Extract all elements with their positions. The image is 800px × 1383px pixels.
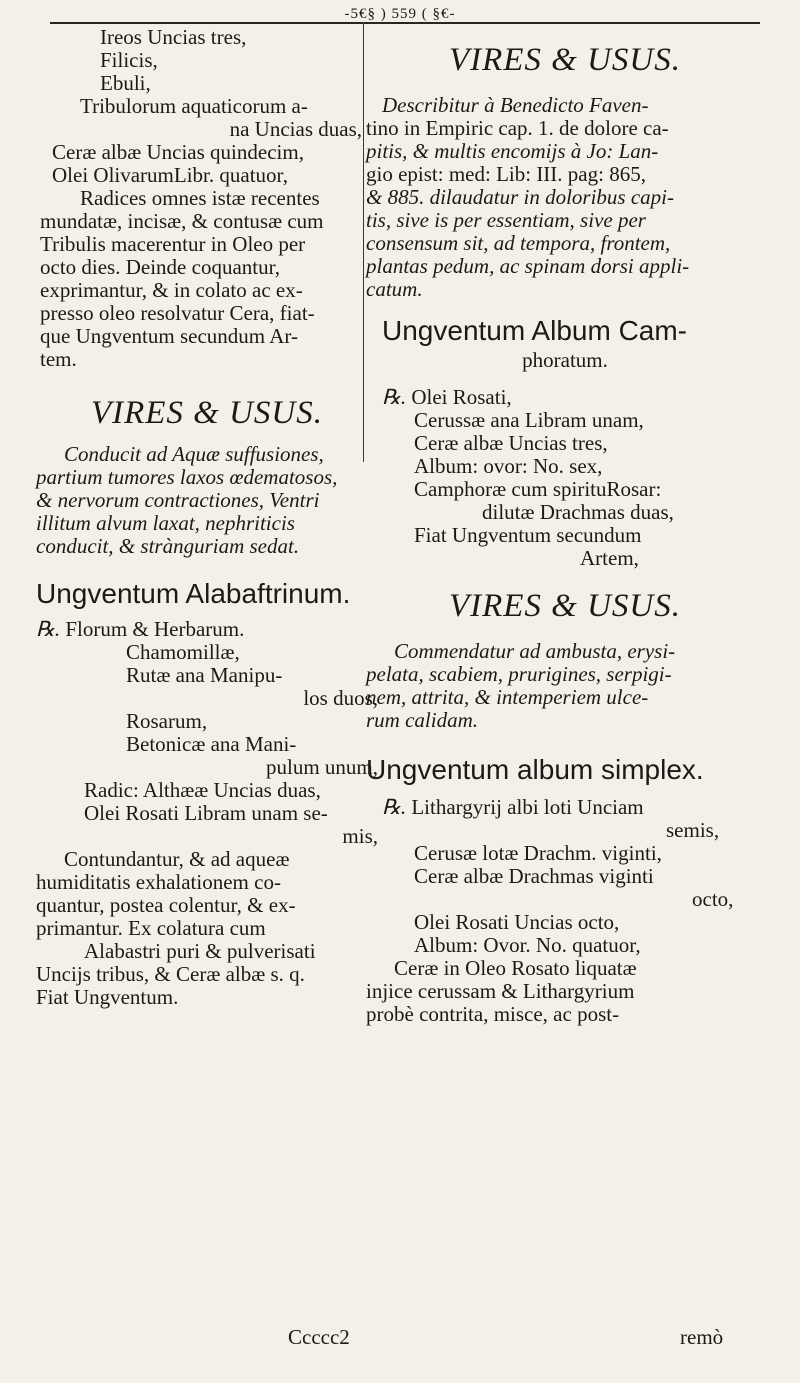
text-line: presso oleo resolvatur Cera, fiat- <box>40 301 315 325</box>
vires-usus-heading: VIRES & USUS. <box>448 42 682 78</box>
recipe-symbol: ℞. <box>382 385 407 409</box>
unguent-subtitle: phoratum. <box>522 348 608 372</box>
text-line: probè contrita, misce, ac post- <box>366 1002 620 1026</box>
unguent-title: Ungventum album simplex. <box>366 754 704 785</box>
text-line: & 885. dilaudatur in doloribus capi- <box>366 185 675 209</box>
text-line: Camphoræ cum spirituRosar: <box>414 477 662 501</box>
recipe <box>36 617 378 1009</box>
vires-usus-text <box>36 443 362 558</box>
text-line: pelata, scabiem, prurigines, serpigi- <box>366 662 672 686</box>
text-line: Betonicæ ana Mani- <box>126 732 297 756</box>
vires-usus-heading: VIRES & USUS. <box>448 588 682 624</box>
text-line: Describitur à Benedicto Faven- <box>382 93 649 117</box>
vires-usus-text <box>366 94 764 301</box>
text-line: Album: Ovor. No. quatuor, <box>414 933 641 957</box>
text-line: que Ungventum secundum Ar- <box>40 324 298 348</box>
unguent-heading <box>366 315 764 372</box>
text-line: partium tumores laxos œdematosos, <box>36 465 338 489</box>
text-line: Tribulorum aquaticorum a- <box>80 94 308 118</box>
unguent-title: Ungventum Alabaftrinum. <box>36 578 351 609</box>
text-line: Radices omnes istæ recentes <box>80 186 320 210</box>
text-line: quantur, postea colentur, & ex- <box>36 893 296 917</box>
text-line: octo dies. Deinde coquantur, <box>40 255 281 279</box>
page-number: -5€§ ) 559 ( §€- <box>344 6 456 22</box>
text-line: conducit, & strànguriam sedat. <box>36 534 300 558</box>
text-line: Cerussæ ana Libram unam, <box>414 408 644 432</box>
text-line: Chamomillæ, <box>126 640 240 664</box>
text-line: Olei Rosati Uncias octo, <box>414 910 620 934</box>
text-line: pitis, & multis encomijs à Jo: Lan- <box>366 139 659 163</box>
text-line: Olei Rosati Libram unam se- <box>84 801 328 825</box>
text-line: Cerusæ lotæ Drachm. viginti, <box>414 841 662 865</box>
right-column <box>366 26 764 1026</box>
text-line: Tribulis macerentur in Oleo per <box>40 232 306 256</box>
text-line: Florum & Herbarum. <box>65 617 245 641</box>
text-line: injice cerussam & Lithargyrium <box>366 979 635 1003</box>
text-line: rum calidam. <box>366 708 478 732</box>
unguent-title: Ungventum Album Cam- <box>382 315 688 346</box>
signature-mark: Ccccc2 <box>288 1325 350 1349</box>
text-line: Album: ovor: No. sex, <box>414 454 603 478</box>
text-line: humiditatis exhalationem co- <box>36 870 281 894</box>
catchword: remò <box>680 1325 724 1349</box>
text-line: primantur. Ex colatura cum <box>36 916 266 940</box>
text-line: illitum alvum laxat, nephriticis <box>36 511 295 535</box>
text-line: dilutæ Drachmas duas, <box>482 500 674 524</box>
text-line: plantas pedum, ac spinam dorsi appli- <box>366 254 690 278</box>
text-line: Commendatur ad ambusta, erysi- <box>394 639 676 663</box>
text-line: na Uncias duas, <box>229 117 362 141</box>
left-column <box>36 25 378 1009</box>
text-line: Lithargyrij albi loti Unciam <box>411 795 644 819</box>
text-line: consensum sit, ad tempora, frontem, <box>366 231 671 255</box>
text-line: & nervorum contractiones, Ventri <box>36 488 320 512</box>
text-line: mundatæ, incisæ, & contusæ cum <box>40 209 324 233</box>
text-line: Ceræ albæ Uncias quindecim, <box>52 140 304 164</box>
column-divider <box>363 22 364 462</box>
text-line: Contundantur, & ad aqueæ <box>64 847 290 871</box>
recipe-symbol: ℞. <box>382 795 407 819</box>
text-line: semis, <box>666 818 720 842</box>
text-line: Rutæ ana Manipu- <box>126 663 283 687</box>
recipe <box>366 386 764 570</box>
text-line: Fiat Ungventum secundum <box>414 523 642 547</box>
text-line: Olei OlivarumLibr. quatuor, <box>52 163 288 187</box>
text-line: Uncijs tribus, & Ceræ albæ s. q. <box>36 962 305 986</box>
text-line: Rosarum, <box>126 709 208 733</box>
text-line: tem. <box>40 347 77 371</box>
vires-usus-text <box>366 640 764 732</box>
vires-usus-heading: VIRES & USUS. <box>90 395 324 431</box>
text-line: Ireos Uncias tres, <box>100 25 247 49</box>
text-line: tino in Empiric cap. 1. de dolore ca- <box>366 116 669 140</box>
text-line: Alabastri puri & pulverisati <box>84 939 316 963</box>
text-line: Ebuli, <box>100 71 151 95</box>
recipe-symbol: ℞. <box>36 617 61 641</box>
text-line: mis, <box>342 824 378 848</box>
text-line: Ceræ albæ Uncias tres, <box>414 431 608 455</box>
text-line: Ceræ in Oleo Rosato liquatæ <box>394 956 637 980</box>
text-line: Artem, <box>580 546 639 570</box>
text-line: Fiat Ungventum. <box>36 985 179 1009</box>
header-rule <box>50 22 760 24</box>
left-recipe-continuation <box>40 25 362 371</box>
text-line: Filicis, <box>100 48 158 72</box>
recipe <box>366 796 764 1026</box>
text-line: los duos, <box>303 686 378 710</box>
text-line: nem, attrita, & intemperiem ulce- <box>366 685 649 709</box>
text-line: exprimantur, & in colato ac ex- <box>40 278 303 302</box>
text-line: octo, <box>692 887 734 911</box>
text-line: gio epist: med: Lib: III. pag: 865, <box>366 162 646 186</box>
text-line: tis, sive is per essentiam, sive per <box>366 208 646 232</box>
text-line: Conducit ad Aquæ suffusiones, <box>64 442 324 466</box>
text-line: pulum unum, <box>265 755 378 779</box>
text-line: catum. <box>366 277 423 301</box>
text-line: Olei Rosati, <box>411 385 512 409</box>
text-line: Radic: Althææ Uncias duas, <box>84 778 321 802</box>
text-line: Ceræ albæ Drachmas viginti <box>414 864 654 888</box>
